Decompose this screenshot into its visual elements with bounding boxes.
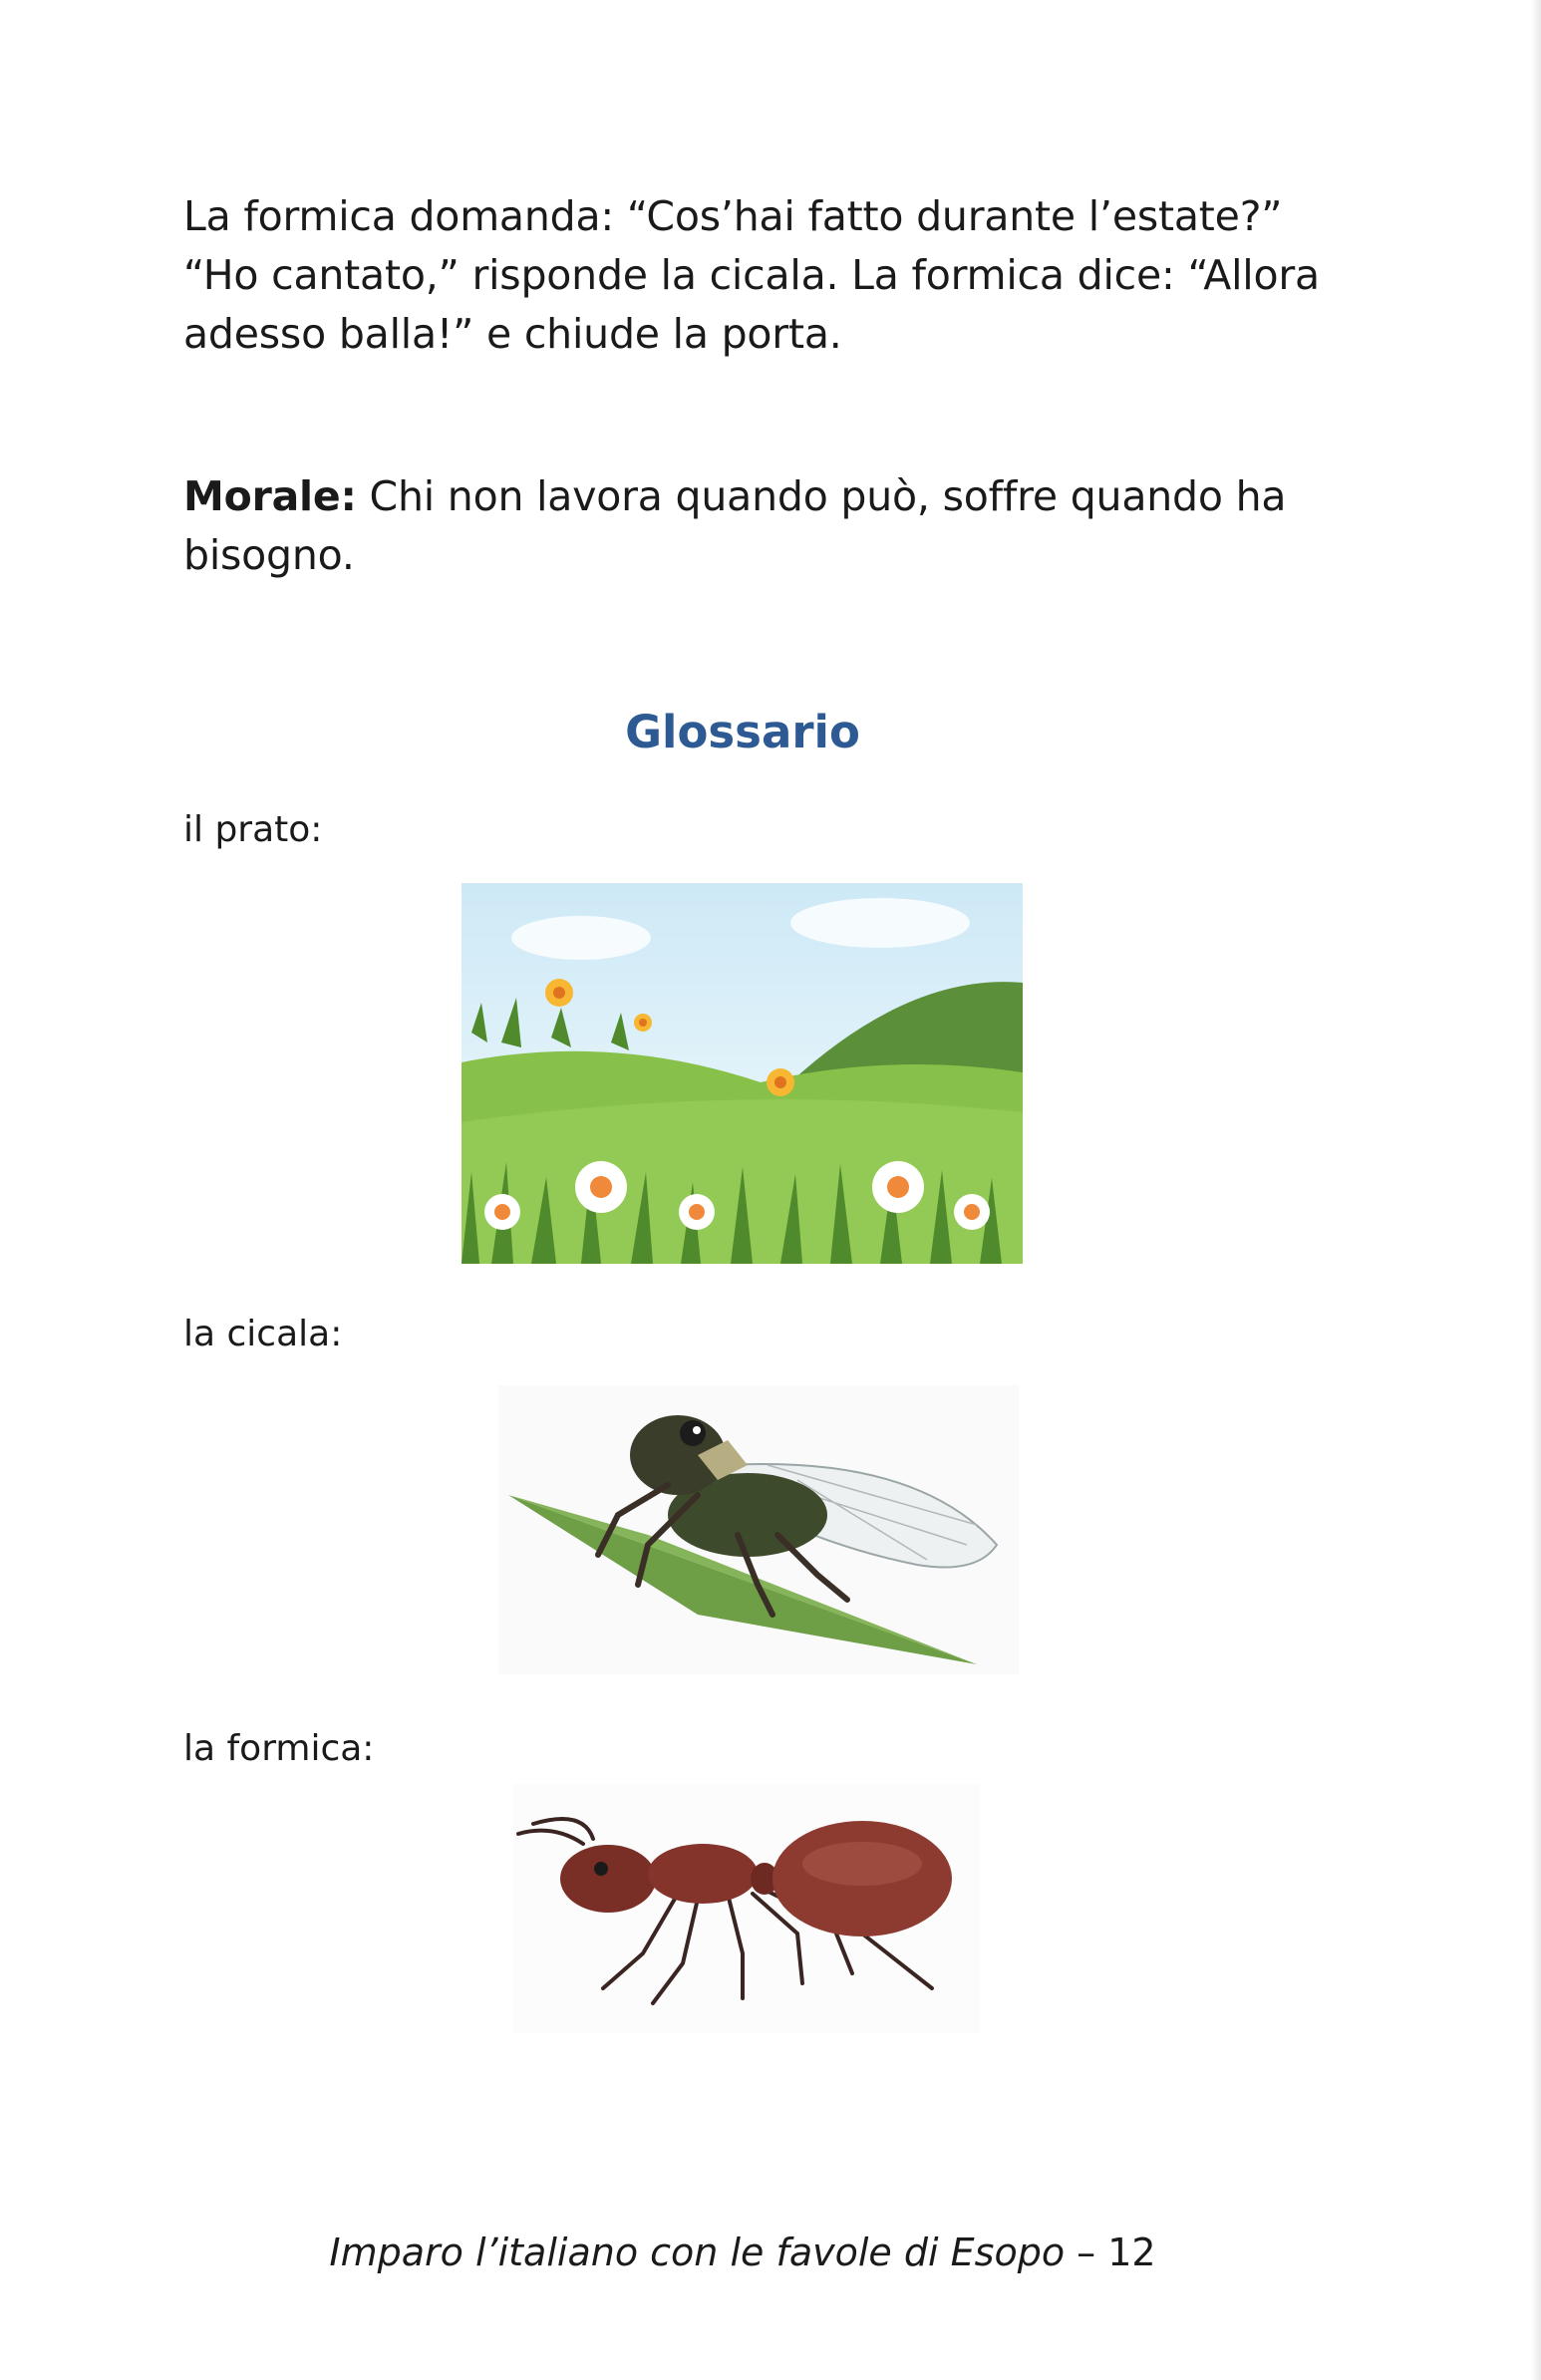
page-number: 12 (1107, 2231, 1156, 2274)
page-edge-shadow (1531, 0, 1541, 2380)
glossary-term-formica: la formica: (183, 1728, 375, 1769)
page-footer (0, 2231, 1485, 2274)
footer-book-title: Imparo l’italiano con le favole di Esopo (329, 2231, 1066, 2274)
footer-separator: – (1065, 2231, 1108, 2274)
moral-text: Chi non lavora quando può, soffre quando ha bisogno. (183, 472, 1287, 579)
ant-illustration (513, 1784, 980, 2033)
glossary-term-prato: il prato: (183, 809, 323, 850)
glossary-term-cicala: la cicala: (183, 1314, 343, 1354)
moral-paragraph (183, 467, 1360, 585)
moral-label: Morale: (183, 472, 357, 520)
cicada-illustration (498, 1385, 1019, 1674)
glossary-heading: Glossario (625, 706, 860, 758)
meadow-illustration (462, 883, 1023, 1264)
story-paragraph: La formica domanda: “Cos’hai fatto durante l’estate?” “Ho cantato,” risponde la cicala. La formica dice: “Allora adesso balla!” e chiude la porta. (183, 192, 1320, 358)
